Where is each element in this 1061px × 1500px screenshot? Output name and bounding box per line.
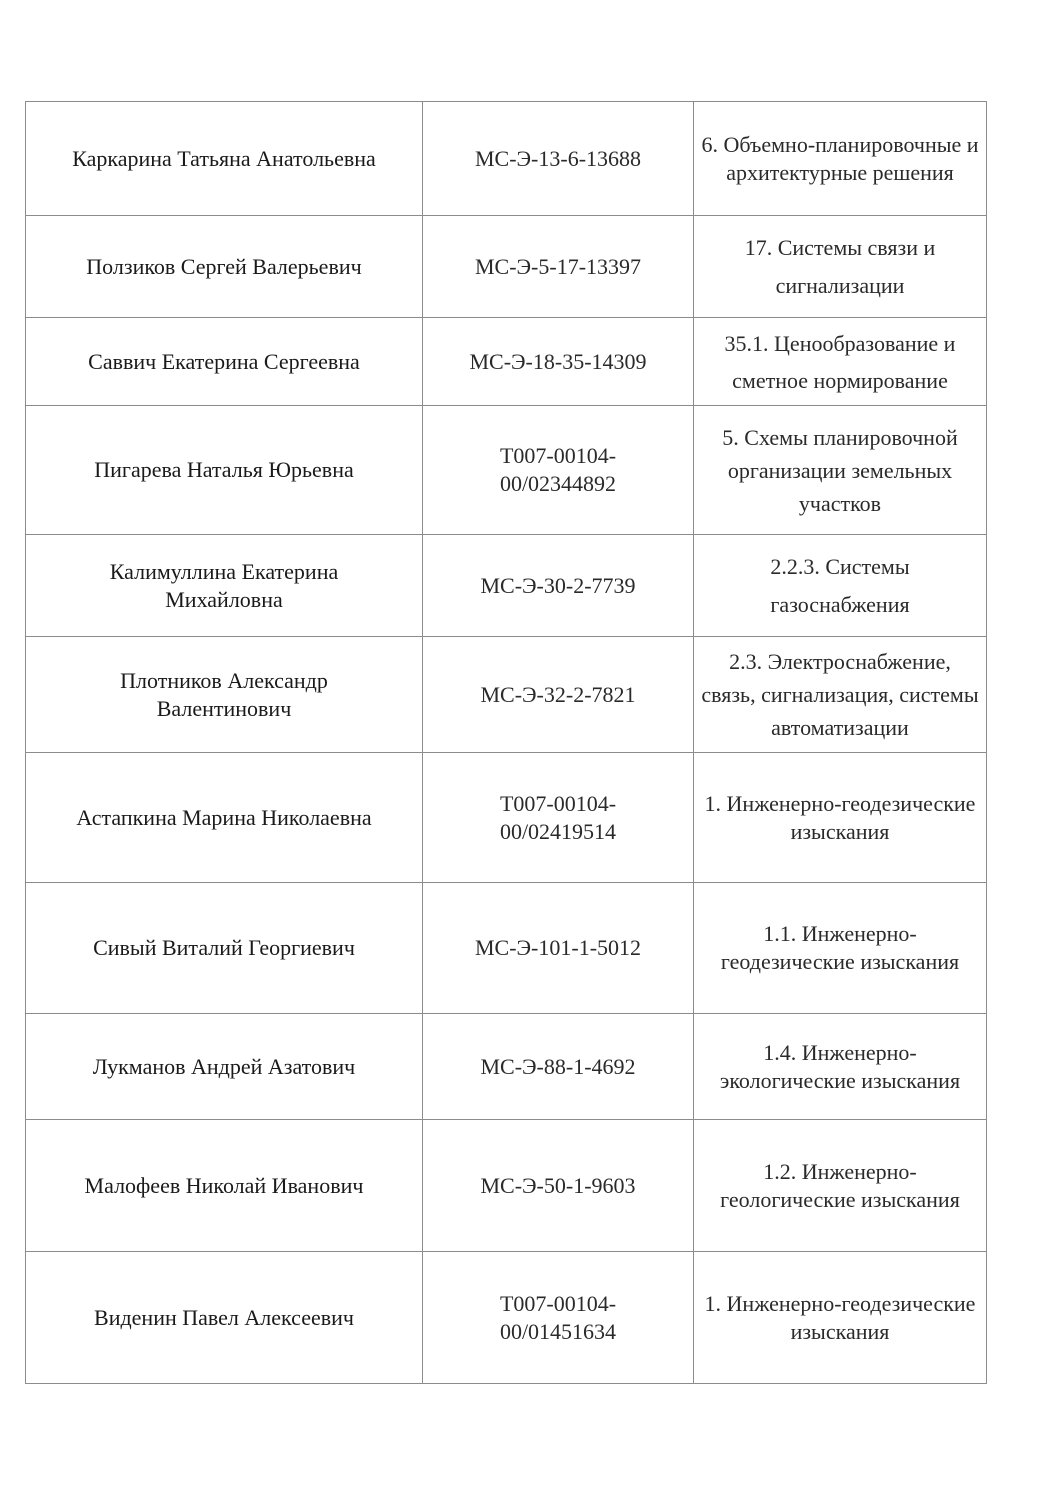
- specialty: 1. Инженерно-геодезические изыскания: [704, 790, 976, 844]
- table-row: [26, 102, 987, 216]
- certificate-cell: [423, 1252, 694, 1384]
- expert-name-cell: [26, 1120, 423, 1252]
- certificate-cell: [423, 318, 694, 406]
- expert-name-cell: [26, 637, 423, 753]
- table-row: [26, 318, 987, 406]
- expert-name-cell: [26, 883, 423, 1014]
- expert-name-cell: [26, 1252, 423, 1384]
- specialty: 1. Инженерно-геодезические изыскания: [704, 1290, 976, 1344]
- certificate-cell: [423, 883, 694, 1014]
- certificate-number: Т007-00104-00/02419514: [499, 790, 617, 844]
- table-row: [26, 753, 987, 883]
- specialty: 1.4. Инженерно-экологические изыскания: [719, 1039, 961, 1093]
- specialty: 6. Объемно-планировочные и архитектурные решения: [701, 131, 979, 185]
- expert-name: Виденин Павел Алексеевич: [94, 1304, 354, 1330]
- expert-name: Малофеев Николай Иванович: [84, 1172, 364, 1198]
- certificate-cell: [423, 406, 694, 535]
- certificate-cell: [423, 637, 694, 753]
- specialty-cell: [694, 637, 987, 753]
- table-row: [26, 406, 987, 535]
- expert-name: Плотников Александр Валентинович: [120, 667, 328, 721]
- certificate-number: МС-Э-13-6-13688: [474, 145, 642, 171]
- expert-name: Сивый Виталий Георгиевич: [93, 935, 355, 960]
- expert-name: Лукманов Андрей Азатович: [92, 1053, 356, 1079]
- table-row: [26, 637, 987, 753]
- expert-name-cell: [26, 753, 423, 883]
- table-row: [26, 1120, 987, 1252]
- table-row: [26, 216, 987, 318]
- certificate-cell: [423, 1014, 694, 1120]
- certificate-number: МС-Э-18-35-14309: [469, 348, 647, 374]
- specialty: 1.2. Инженерно-геологические изыскания: [720, 1158, 960, 1212]
- certificate-cell: [423, 1120, 694, 1252]
- table-row: [26, 535, 987, 637]
- expert-name-cell: [26, 318, 423, 406]
- certificate-number: МС-Э-30-2-7739: [480, 572, 636, 598]
- expert-name: Саввич Екатерина Сергеевна: [88, 348, 360, 374]
- certificate-cell: [423, 216, 694, 318]
- specialty-cell: [694, 1120, 987, 1252]
- table-row: [26, 883, 987, 1014]
- expert-name: Каркарина Татьяна Анатольевна: [72, 145, 376, 171]
- expert-name-cell: [26, 406, 423, 535]
- table-row: [26, 1014, 987, 1120]
- certificate-cell: [423, 102, 694, 216]
- specialty: 17. Системы связи и сигнализации: [744, 234, 936, 298]
- certificate-cell: [423, 753, 694, 883]
- certificate-number: МС-Э-32-2-7821: [480, 681, 636, 707]
- specialty-cell: [694, 216, 987, 318]
- expert-name: Ползиков Сергей Валерьевич: [86, 253, 362, 279]
- certificate-number: МС-Э-101-1-5012: [474, 935, 642, 960]
- certificate-number: Т007-00104-00/01451634: [499, 1290, 617, 1344]
- specialty-cell: [694, 1014, 987, 1120]
- specialty-cell: [694, 753, 987, 883]
- expert-name-cell: [26, 1014, 423, 1120]
- specialty: 1.1. Инженерно-геодезические изыскания: [720, 921, 960, 974]
- certificate-cell: [423, 535, 694, 637]
- specialty-cell: [694, 406, 987, 535]
- specialty-cell: [694, 1252, 987, 1384]
- specialty: 35.1. Ценообразование и сметное нормирование: [724, 330, 956, 393]
- certificate-number: МС-Э-5-17-13397: [474, 253, 642, 279]
- expert-name: Пигарева Наталья Юрьевна: [94, 457, 354, 482]
- certificate-number: Т007-00104-00/02344892: [499, 443, 617, 496]
- experts-table: [25, 101, 987, 1384]
- expert-name: Астапкина Марина Николаевна: [76, 804, 372, 830]
- certificate-number: МС-Э-88-1-4692: [480, 1053, 636, 1079]
- expert-name-cell: [26, 102, 423, 216]
- certificate-number: МС-Э-50-1-9603: [480, 1172, 636, 1198]
- specialty-cell: [694, 318, 987, 406]
- specialty-cell: [694, 535, 987, 637]
- expert-name-cell: [26, 216, 423, 318]
- specialty: 2.3. Электроснабжение, связь, сигнализация, системы автоматизации: [701, 649, 979, 740]
- table-row: [26, 1252, 987, 1384]
- expert-name: Калимуллина Екатерина Михайловна: [109, 558, 339, 612]
- specialty: 2.2.3. Системы газоснабжения: [770, 553, 910, 617]
- expert-name-cell: [26, 535, 423, 637]
- specialty-cell: [694, 883, 987, 1014]
- specialty-cell: [694, 102, 987, 216]
- specialty: 5. Схемы планировочной организации земельных участков: [722, 424, 958, 516]
